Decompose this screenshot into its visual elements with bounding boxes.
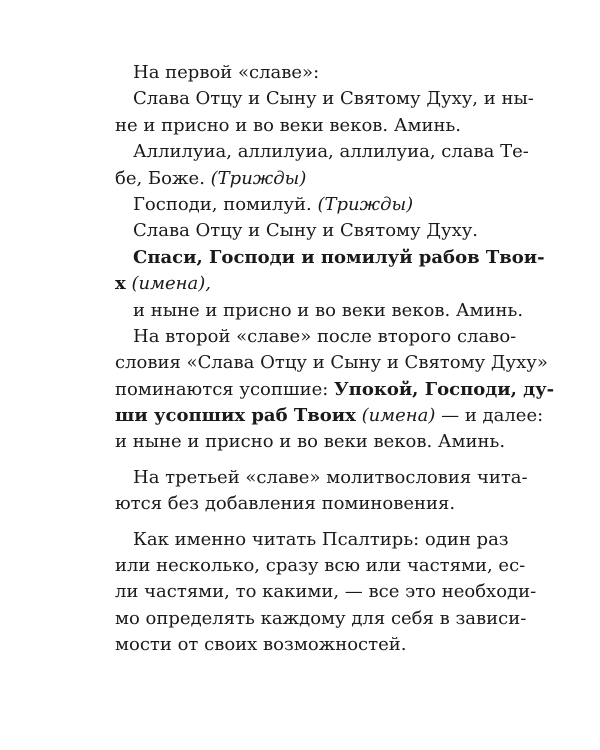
text-line (115, 166, 485, 192)
text-line (115, 377, 555, 403)
bold-run: ши усопших раб Твоих (115, 405, 356, 427)
text-line: Слава Отцу и Сыну и Святому Духу, и ны- (133, 88, 534, 110)
body-text (115, 60, 555, 659)
text-line-bold: Спаси, Господи и помилуй рабов Твои- (133, 246, 545, 268)
text-run: — и далее: (435, 405, 544, 427)
text-line: ли частями, то какими, — все это необходи- (115, 581, 537, 603)
text-line: мости от своих возможностей. (115, 634, 407, 656)
text-line: На третьей «славе» молитвословия чита- (133, 466, 528, 488)
text-line: ются без добавления поминовения. (115, 493, 456, 515)
italic-note: (Трижды) (317, 193, 414, 215)
text-line: словия «Слава Отцу и Сыну и Святому Духу» (115, 352, 548, 374)
italic-note: (имена) (355, 405, 436, 427)
bold-run: Упокой, Господи, ду- (334, 378, 555, 400)
text-line: На первой «славе»: (133, 62, 320, 83)
text-line: и ныне и присно и во веки веков. Аминь. (133, 299, 524, 321)
text-line: и ныне и присно и во веки веков. Аминь. (115, 431, 506, 453)
text-line: или несколько, сразу всю или частями, ес- (115, 555, 526, 577)
text-line: На второй «славе» после второго славо- (133, 325, 517, 347)
text-line: Слава Отцу и Сыну и Святому Духу. (133, 220, 479, 242)
text-line (115, 271, 485, 297)
italic-note: (имена), (125, 273, 211, 295)
text-line: мо определять каждому для себя в зависи- (115, 607, 527, 629)
text-line: Как именно читать Псалтирь: один раз (133, 528, 509, 550)
bold-run: х (115, 273, 126, 295)
text-run: бе, Боже. (115, 167, 211, 189)
text-run: поминаются усопшие: (115, 378, 335, 400)
text-run: Господи, помилуй. (133, 193, 318, 215)
italic-note: (Трижды) (210, 167, 307, 189)
text-line: Аллилуиа, аллилуиа, аллилуиа, слава Те- (133, 141, 529, 163)
text-line (115, 403, 544, 429)
text-line: не и присно и во веки веков. Аминь. (115, 114, 462, 136)
text-line (115, 192, 485, 218)
